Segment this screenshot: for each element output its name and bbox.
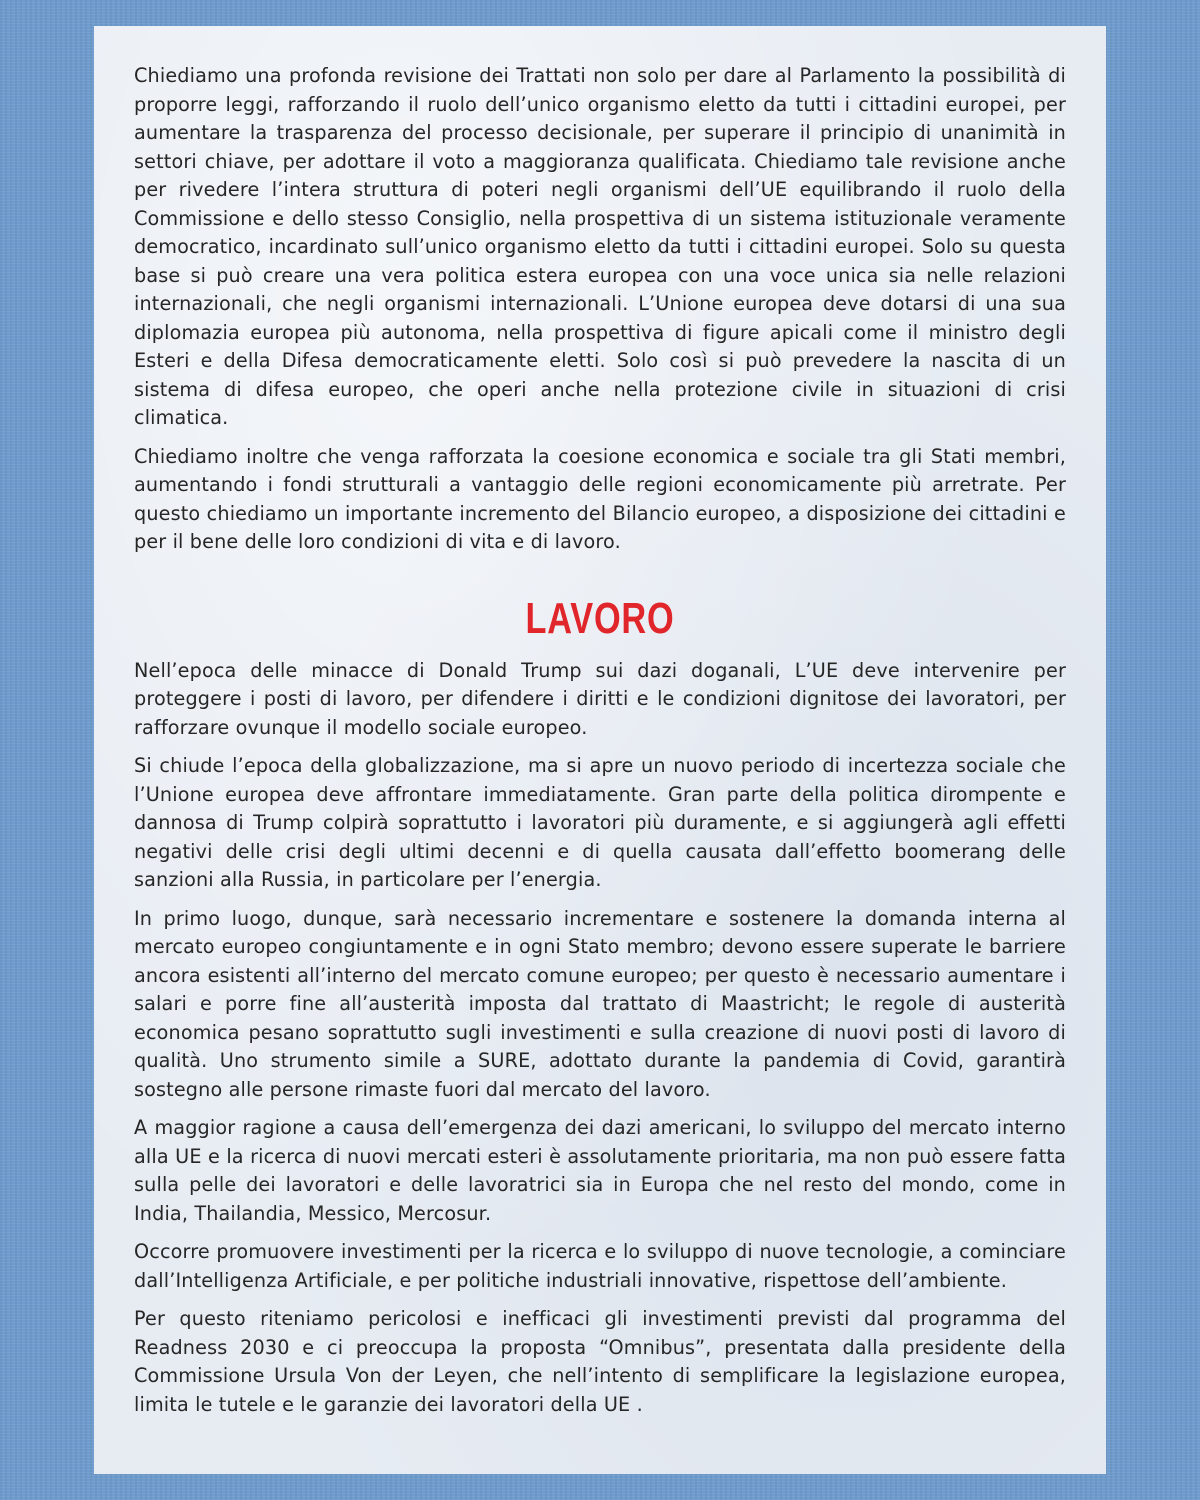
intro-paragraph-2: Chiediamo inoltre che venga rafforzata la coesione economica e sociale tra gli Stati membri, aumentando i fondi strutturali a vantaggio delle regioni economicamente più arretrate. Per questo chiediamo un importante incremento del Bilancio europeo, a disposizione dei cittadini e per il bene delle loro condizioni di vita e di lavoro. [134, 444, 1066, 553]
lavoro-paragraph-4: A maggior ragione a causa dell’emergenza dei dazi americani, lo sviluppo del mercato interno alla UE e la ricerca di nuovi mercati esteri è assolutamente prioritaria, ma non può essere fatta sulla pelle dei lavoratori e delle lavoratrici sia in Europa che nel resto del mondo, come in India, Thailandia, Messico, Mercosur. [134, 1116, 1066, 1225]
lavoro-paragraph-3: In primo luogo, dunque, sarà necessario incrementare e sostenere la domanda interna al mercato europeo congiuntamente e in ogni Stato membro; devono essere superate le barriere ancora esistenti all’interno del mercato comune europeo; per questo è necessario aumentare i salari e porre fine all’austerità imposta dal trattato di Maastricht; le regole di austerità economica pesano soprattutto sugli investimenti e sulla creazione di nuovi posti di lavoro di qualità. Uno strumento simile a SURE, adottato durante la pandemia di Covid, garantirà sostegno alle persone rimaste fuori dal mercato del lavoro. [134, 906, 1066, 1101]
lavoro-paragraph-5: Occorre promuovere investimenti per la ricerca e lo sviluppo di nuove tecnologie, a cominciare dall’Intelligenza Artificiale, e per politiche industriali innovative, rispettose dell’ambiente. [134, 1240, 1066, 1292]
lavoro-paragraph-6: Per questo riteniamo pericolosi e inefficaci gli investimenti previsti dal programma del Readness 2030 e ci preoccupa la proposta “Omnibus”, presentata dalla presidente della Commissione Ursula Von der Leyen, che nell’intento di semplificare la legislazione europea, limita le tutele e le garanzie dei lavoratori della UE . [134, 1307, 1066, 1416]
lavoro-paragraph-1: Nell’epoca delle minacce di Donald Trump sui dazi doganali, L’UE deve intervenire per proteggere i posti di lavoro, per difendere i diritti e le condizioni dignitose dei lavoratori, per rafforzare ovunque il modello sociale europeo. [134, 658, 1066, 739]
lavoro-paragraph-2: Si chiude l’epoca della globalizzazione, ma si apre un nuovo periodo di incertezza sociale che l’Unione europea deve affrontare immediatamente. Gran parte della politica dirompente e dannosa di Trump colpirà soprattutto i lavoratori più duramente, e si aggiungerà agli effetti negativi delle crisi degli ultimi decenni e di quella causata dall’effetto boomerang delle sanzioni alla Russia, in particolare per l’energia. [134, 754, 1066, 891]
section-title-lavoro: LAVORO [525, 593, 675, 643]
document-page [94, 26, 1106, 1474]
intro-paragraph-1: Chiediamo una profonda revisione dei Trattati non solo per dare al Parlamento la possibilità di proporre leggi, rafforzando il ruolo dell’unico organismo eletto da tutti i cittadini europei, per aumentare la trasparenza del processo decisionale, per superare il principio di unanimità in settori chiave, per adottare il voto a maggioranza qualificata. Chiediamo tale revisione anche per rivedere l’intera struttura di poteri negli organismi dell’UE equilibrando il ruolo della Commissione e dello stesso Consiglio, nella prospettiva di un sistema istituzionale veramente democratico, incardinato sull’unico organismo eletto da tutti i cittadini europei. Solo su questa base si può creare una vera politica estera europea con una voce unica sia nelle relazioni internazionali, che negli organismi internazionali. L’Unione europea deve dotarsi di una sua diplomazia europea più autonoma, nella prospettiva di figure apicali come il ministro degli Esteri e della Difesa democraticamente eletti. Solo così si può prevedere la nascita di un sistema di difesa europeo, che operi anche nella protezione civile in situazioni di crisi climatica. [134, 64, 1066, 429]
